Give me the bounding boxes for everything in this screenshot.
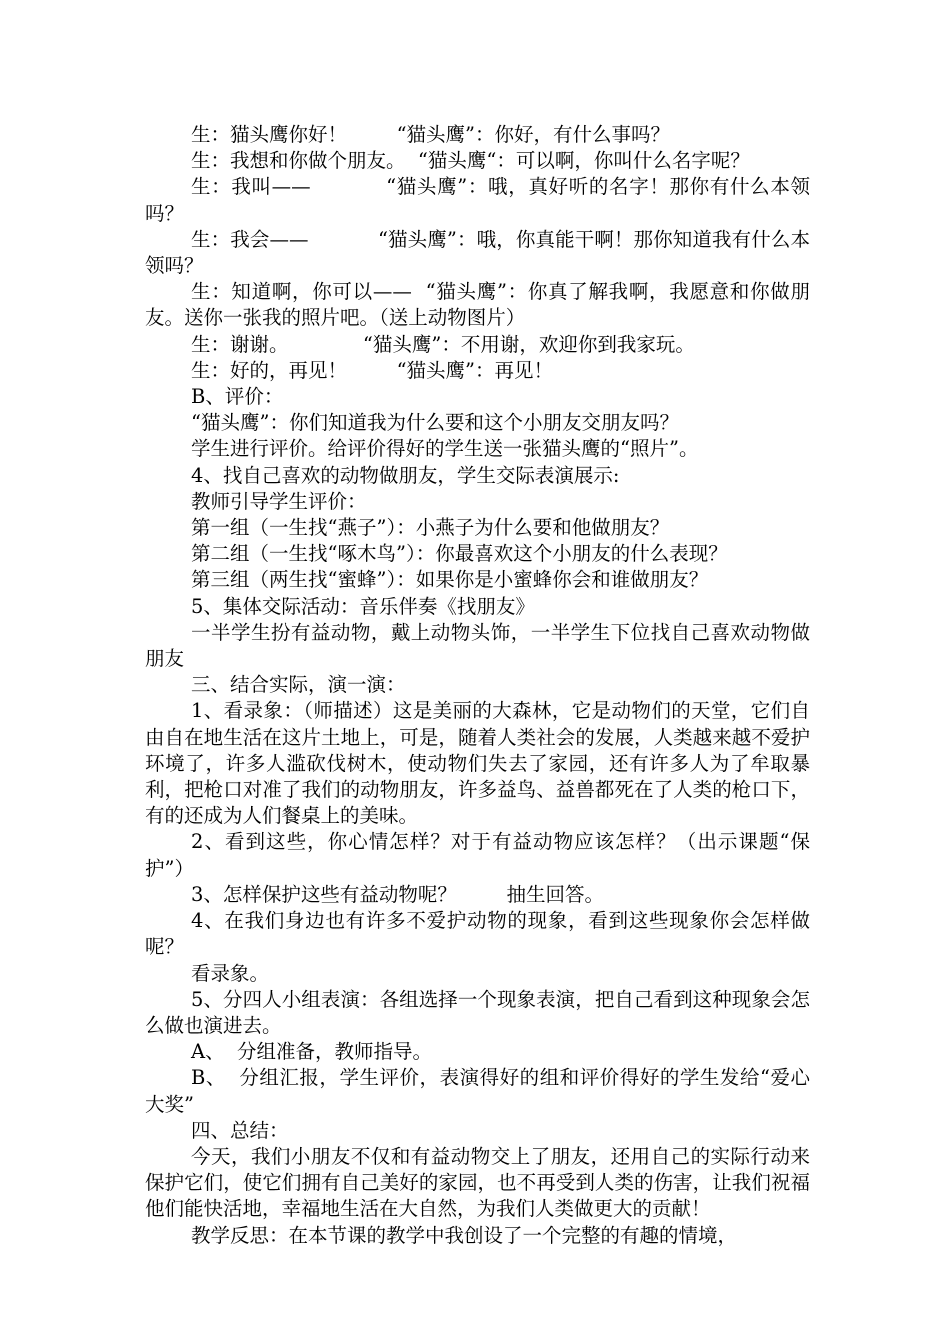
section-heading: 四、总结： [191, 1118, 289, 1142]
paragraph: “猫头鹰”：你们知道我为什么要和这个小朋友交朋友吗？ [191, 411, 679, 435]
document-body [145, 122, 810, 1249]
paragraph: 一半学生扮有益动物，戴上动物头饰，一半学生下位找自己喜欢动物做朋友 [145, 620, 810, 671]
dialogue-line: 生：我想和你做个朋友。 “猫头鹰“：可以啊，你叫什么名字呢？ [191, 149, 750, 173]
dialogue-line: 生：猫头鹰你好！ “猫头鹰”：你好，有什么事吗？ [191, 123, 671, 146]
paragraph: 5、分四人小组表演：各组选择一个现象表演，把自己看到这种现象会怎么做也演进去。 [145, 987, 810, 1037]
paragraph: 第一组（一生找“燕子”）：小燕子为什么要和他做朋友？ [191, 516, 670, 540]
paragraph: A、 分组准备，教师指导。 [191, 1040, 432, 1064]
paragraph: 教学反思：在本节课的教学中我创设了一个完整的有趣的情境， [191, 1223, 738, 1247]
paragraph: 看录象。 [191, 961, 270, 985]
paragraph: 第二组（一生找“啄木鸟”）：你最喜欢这个小朋友的什么表现？ [191, 542, 728, 566]
paragraph: 今天，我们小朋友不仅和有益动物交上了朋友，还用自己的实际行动来保护它们，使它们拥有自己美好的家园，也不再受到人类的伤害，让我们祝福他们能快活地，幸福地生活在大自然，为我们人类做更大的贡献！ [145, 1144, 810, 1221]
section-heading: 三、结合实际，演一演： [191, 673, 406, 697]
dialogue-line: 生：知道啊，你可以—— “猫头鹰”：你真了解我啊，我愿意和你做朋友。送你一张我的照片吧。（送上动物图片） [145, 280, 810, 330]
dialogue-line: 生：我会—— “猫头鹰”：哦，你真能干啊！那你知道我有什么本领吗？ [145, 227, 810, 278]
paragraph: 教师引导学生评价： [191, 489, 367, 513]
paragraph: B、 分组汇报，学生评价，表演得好的组和评价得好的学生发给“爱心大奖” [145, 1066, 810, 1116]
paragraph: 第三组（两生找“蜜蜂”）：如果你是小蜜蜂你会和谁做朋友？ [191, 568, 709, 592]
section-heading: 4、找自己喜欢的动物做朋友，学生交际表演展示: [191, 463, 620, 487]
dialogue-line: 生：谢谢。 “猫头鹰”：不用谢，欢迎你到我家玩。 [191, 332, 695, 356]
dialogue-line: 生：好的，再见！ “猫头鹰”：再见！ [191, 358, 554, 382]
paragraph: 3、怎样保护这些有益动物呢？ 抽生回答。 [191, 882, 604, 906]
section-heading: 5、集体交际活动：音乐伴奏《找朋友》 [191, 594, 535, 618]
paragraph: 1、看录象：（师描述）这是美丽的大森林，它是动物们的天堂，它们自由自在地生活在这片土地上，可是，随着人类社会的发展，人类越来越不爱护环境了，许多人滥砍伐树木，使动物们失去了家园，还有许多人为了牟取暴利，把枪口对准了我们的动物朋友，许多益鸟、益兽都死在了人类的枪口下，有的还成为人们餐桌上的美味。 [145, 699, 810, 828]
dialogue-line: 生：我叫—— “猫头鹰”：哦，真好听的名字！那你有什么本领吗？ [145, 175, 810, 225]
section-heading: B、评价： [191, 385, 284, 409]
paragraph: 4、在我们身边也有许多不爱护动物的现象，看到这些现象你会怎样做呢？ [145, 909, 810, 959]
paragraph: 学生进行评价。给评价得好的学生送一张猫头鹰的“照片”。 [191, 437, 699, 461]
paragraph: 2、看到这些，你心情怎样？对于有益动物应该怎样？（出示课题“保护”） [145, 830, 810, 880]
